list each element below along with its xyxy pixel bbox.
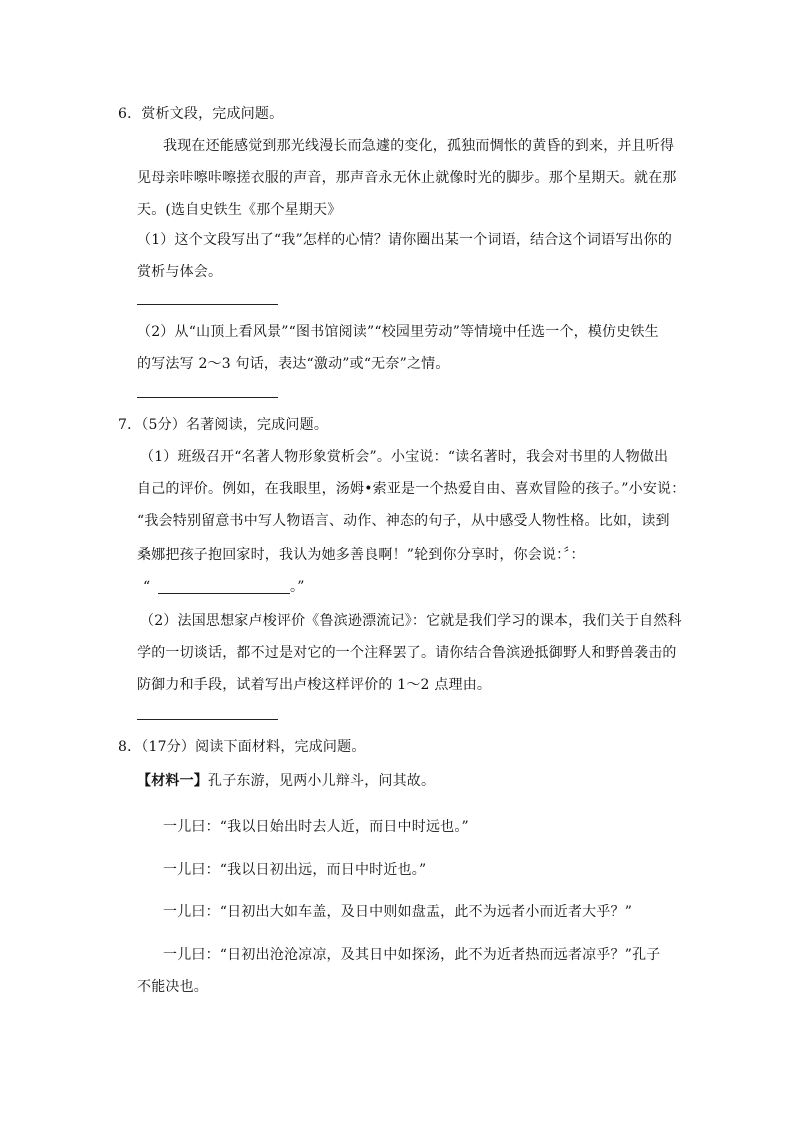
q7-sub1-answer-line[interactable] — [158, 593, 290, 594]
q7-sub1-close-quote: 。” — [290, 579, 305, 595]
q6-passage-line-3: 天。(选自史铁生《那个星期天》 — [137, 202, 342, 218]
q8-material-label: 【材料一】 — [137, 773, 208, 789]
q8-dialogue-1: 一儿曰：“我以日始出时去人近，而日中时远也。” — [163, 819, 469, 835]
q8-material-intro: 孔子东游，见两小儿辩斗，问其故。 — [208, 773, 436, 789]
q8-dialogue-2: 一儿曰：“我以日初出远，而日中时近也。” — [163, 862, 427, 878]
q7-title: 7．（5分）名著阅读，完成问题。 — [118, 417, 329, 433]
q6-title: 6．赏析文段，完成问题。 — [118, 106, 284, 122]
q6-sub1-line-2: 赏析与体会。 — [137, 264, 223, 280]
q7-sub1-open-quote: “ — [143, 579, 151, 595]
q7-sub2-line-3: 防御力和手段，试着写出卢梭这样评价的 1～2 点理由。 — [137, 677, 492, 693]
q7-sub2-line-1: （2）法国思想家卢梭评价《鲁滨逊漂流记》：它就是我们学习的课本，我们关于自然科 — [140, 613, 682, 629]
q8-dialogue-3: 一儿曰：“日初出大如车盖，及日中则如盘盂，此不为远者小而近者大乎？” — [163, 904, 633, 920]
q6-passage-line-1: 我现在还能感觉到那光线漫长而急遽的变化，孤独而惆怅的黄昏的到来，并且听得 — [163, 138, 675, 154]
q7-sub2-line-2: 学的一切谈话，都不过是对它的一个注释罢了。请你结合鲁滨逊抵御野人和野兽袭击的 — [137, 645, 677, 661]
q8-title: 8．（17分）阅读下面材料，完成问题。 — [118, 739, 366, 755]
q8-dialogue-4: 一儿曰：“日初出沧沧凉凉，及其日中如探汤，此不为近者热而远者凉乎？”孔子 — [163, 947, 661, 963]
q6-passage-line-2: 见母亲咔嚓咔嚓搓衣服的声音，那声音永无休止就像时光的脚步。那个星期天。就在那 — [137, 170, 677, 186]
q6-sub1-line-1: （1）这个文段写出了“我”怎样的心情？请你圈出某一个词语，结合这个词语写出你的 — [137, 232, 673, 248]
q6-sub2-line-2: 的写法写 2～3 句话，表达“激动”或“无奈”之情。 — [137, 356, 450, 372]
q8-material-1 — [137, 772, 435, 790]
q7-sub1-line-4: 桑娜把孩子抱回家时，我认为她多善良啊！”轮到你分享时，你会说：〞： — [137, 547, 585, 563]
q7-sub2-answer-line[interactable] — [137, 719, 278, 720]
q7-sub1-line-3: “我会特别留意书中写人物语言、动作、神态的句子，从中感受人物性格。比如，读到 — [137, 513, 670, 529]
q6-sub2-answer-line[interactable] — [137, 397, 278, 398]
q7-sub1-line-2: 自己的评价。例如，在我眼里，汤姆•索亚是一个热爱自由、喜欢冒险的孩子。”小安说： — [137, 481, 686, 497]
q8-ending: 不能决也。 — [137, 979, 208, 995]
q6-sub2-line-1: （2）从“山顶上看风景”“图书馆阅读”“校园里劳动”等情境中任选一个，模仿史铁生 — [137, 324, 659, 340]
q7-sub1-line-1: （1）班级召开“名著人物形象赏析会”。小宝说：“读名著时，我会对书里的人物做出 — [140, 449, 669, 465]
q6-sub1-answer-line[interactable] — [137, 304, 278, 305]
